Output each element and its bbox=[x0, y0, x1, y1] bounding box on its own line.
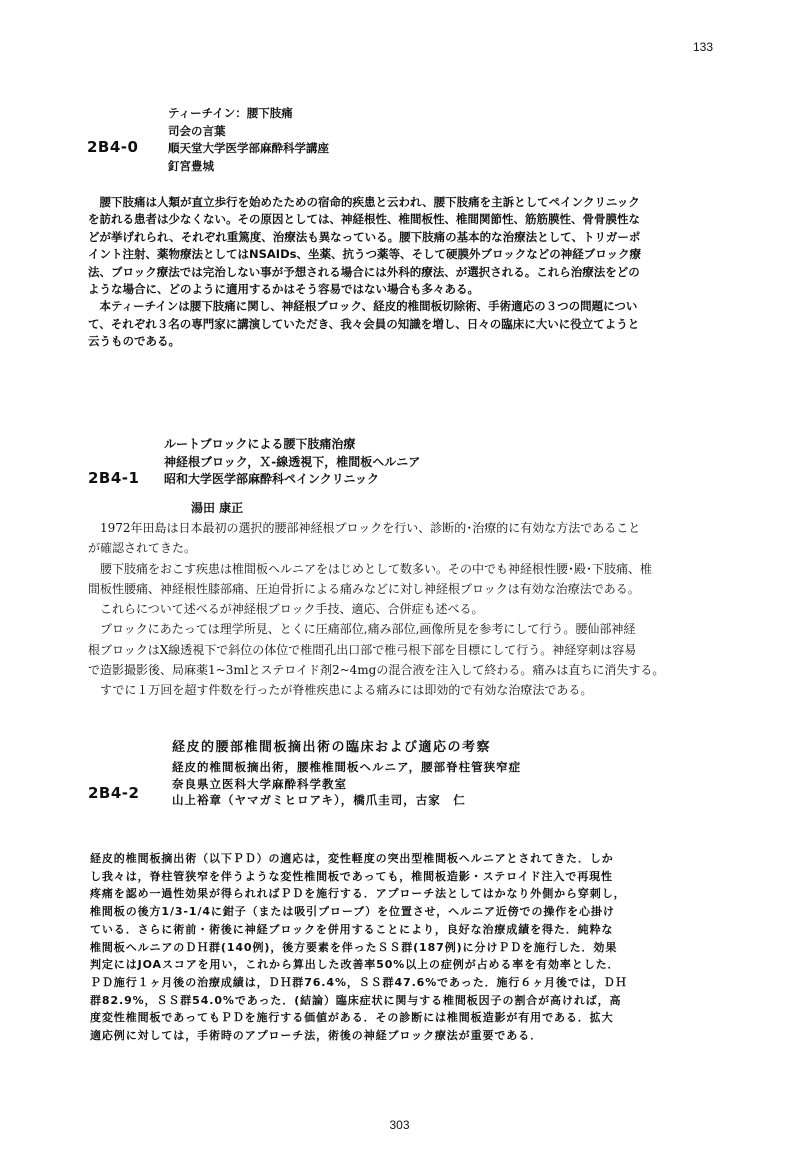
body-line: これらについて述べるが神経根ブロック手技、適応、合併症も述べる。 bbox=[88, 602, 484, 617]
keywords: 経皮的椎間板摘出術，腰椎椎間板ヘルニア，腰部脊柱管狭窄症 bbox=[172, 759, 522, 774]
abstract-code: 2B4-0 bbox=[87, 138, 139, 156]
body-line: を訪れる患者は少なくない。その原因としては、神経根性、椎間板性、椎間関節性、筋筋膜性、骨骨膜性な bbox=[88, 212, 640, 227]
body-line: 1972年田島は日本最初の選択的腰部神経根ブロックを行い、診断的･治療的に有効な方法であること bbox=[88, 521, 641, 535]
header-line: 司会の言葉 bbox=[168, 123, 226, 138]
body-line: 腰下肢痛をおこす疾患は椎間板ヘルニアをはじめとして数多い。その中でも神経根性腰･殿･下肢痛、椎 bbox=[88, 561, 653, 576]
body-line: 度変性椎間板であってもＰＤを施行する価値がある．その診断には椎間板造影が有用である．拡大 bbox=[90, 1011, 614, 1025]
abstract-code: 2B4-2 bbox=[88, 784, 140, 802]
body-line: て、それぞれ３名の専門家に講演していただき、我々会員の知識を増し、日々の臨床に大いに役立てようと bbox=[88, 316, 640, 331]
keywords: 神経根ブロック，Ｘ-線透視下，椎間板ヘルニア bbox=[164, 454, 421, 469]
body-line: 間板性腰痛、神経根性膝部痛、圧迫骨折による痛みなどに対し神経根ブロックは有効な治療法である。 bbox=[88, 581, 640, 596]
page-number-top: 133 bbox=[692, 40, 713, 54]
body-line: 腰下肢痛は人類が直立歩行を始めたための宿命的疾患と云われ、腰下肢痛を主訴としてペインクリニック bbox=[88, 195, 640, 209]
author: 湯田 康正 bbox=[191, 501, 244, 515]
body-line: すでに１万回を超す件数を行ったが脊椎疾患による痛みには即効的で有効な治療法である。 bbox=[88, 683, 593, 698]
body-line: 本ティーチインは腰下肢痛に関し、神経根ブロック、経皮的椎間板切除術、手術適応の３つの問題につい bbox=[88, 299, 638, 314]
body-line: どが挙げれられ、それぞれ重篤度、治療法も異なっている。腰下肢痛の基本的な治療法として、トリガーポ bbox=[88, 229, 641, 244]
session-title: ティーチイン：腰下肢痛 bbox=[168, 106, 293, 120]
abstract-header bbox=[164, 436, 420, 489]
affiliation: 昭和大学医学部麻酔科ペインクリニック bbox=[164, 472, 380, 486]
body-line: 適応例に対しては，手術時のアプローチ法，術後の神経ブロック療法が重要である． bbox=[90, 1029, 542, 1043]
body-line: 疼痛を認め一過性効果が得られればＰＤを施行する．アプローチ法としてはかなり外側から穿刺し， bbox=[90, 887, 626, 901]
abstract-title: ルートブロックによる腰下肢痛治療 bbox=[164, 437, 356, 451]
body-line: 法、ブロック療法では完治しない事が予想される場合には外科的療法、が選択される。これら治療法をどの bbox=[88, 264, 640, 279]
body-line: ような場合に、どのように適用するかはそう容易ではない場合も多々ある。 bbox=[88, 282, 479, 297]
body-line: 云うものである。 bbox=[88, 334, 180, 349]
body-line: が確認されてきた。 bbox=[88, 541, 197, 556]
body-line: ブロックにあたっては理学所見、とくに圧痛部位,痛み部位,画像所見を参考にして行う。腰仙部神経 bbox=[88, 622, 636, 637]
abstract-code: 2B4-1 bbox=[88, 469, 140, 487]
affiliation: 奈良県立医科大学麻酔科学教室 bbox=[172, 776, 347, 791]
body-line: ている．さらに術前・術後に神経ブロックを併用することにより，良好な治療成績を得た．純粋な bbox=[90, 922, 614, 936]
body-line: 判定にはJOAスコアを用い，これから算出した改善率50%以上の症例が占める率を有効率とした． bbox=[90, 958, 620, 972]
abstract-body bbox=[88, 194, 641, 351]
abstract-body bbox=[88, 518, 664, 701]
authors: 山上裕章（ヤマガミヒロアキ），橋爪圭司，古家 仁 bbox=[172, 793, 466, 808]
abstract-title: 経皮的腰部椎間板摘出術の臨床および適応の考察 bbox=[172, 740, 492, 755]
body-line: で造影撮影後、局麻薬1~3mlとステロイド剤2~4mgの混合液を注入して終わる。痛みは直ちに消失する。 bbox=[88, 663, 665, 678]
body-line: イント注射、薬物療法としてはNSAIDs、坐薬、抗うつ薬等、そして硬膜外ブロックなどの神経ブロック療 bbox=[88, 247, 642, 262]
body-line: 経皮的椎間板摘出術（以下ＰＤ）の適応は，変性軽度の突出型椎間板ヘルニアとされてきた．しか bbox=[90, 852, 614, 865]
body-line: 群82.9%，ＳＳ群54.0%であった．(結論）臨床症状に関与する椎間板因子の割合が高ければ，高 bbox=[90, 993, 622, 1007]
abstract-header bbox=[168, 105, 329, 175]
body-line: 椎間板ヘルニアのＤＨ群(140例)，後方要素を伴ったＳＳ群(187例)に分けＰＤを施行した．効果 bbox=[90, 940, 618, 954]
body-line: ＰＤ施行１ヶ月後の治療成績は，ＤＨ群76.4%，ＳＳ群47.6%であった．施行６ヶ月後では，ＤＨ bbox=[90, 975, 628, 989]
affiliation: 順天堂大学医学部麻酔科学講座 bbox=[168, 141, 329, 155]
abstract-body bbox=[90, 850, 627, 1045]
body-line: 根ブロックはX線透視下で斜位の体位で椎間孔出口部で椎弓根下部を目標にして行う。神経穿刺は容易 bbox=[88, 642, 637, 657]
body-line: し我々は，脊柱管狭窄を伴うような変性椎間板であっても，椎間板造影・ステロイド注入で再現性 bbox=[90, 869, 613, 883]
body-line: 椎間板の後方1/3-1/4に鉗子（または吸引プローブ）を位置させ，ヘルニア近傍での操作を心掛け bbox=[90, 905, 615, 919]
abstract-header bbox=[172, 740, 521, 809]
page-number-bottom: 303 bbox=[389, 1118, 410, 1132]
author: 釘宮豊城 bbox=[168, 158, 214, 173]
